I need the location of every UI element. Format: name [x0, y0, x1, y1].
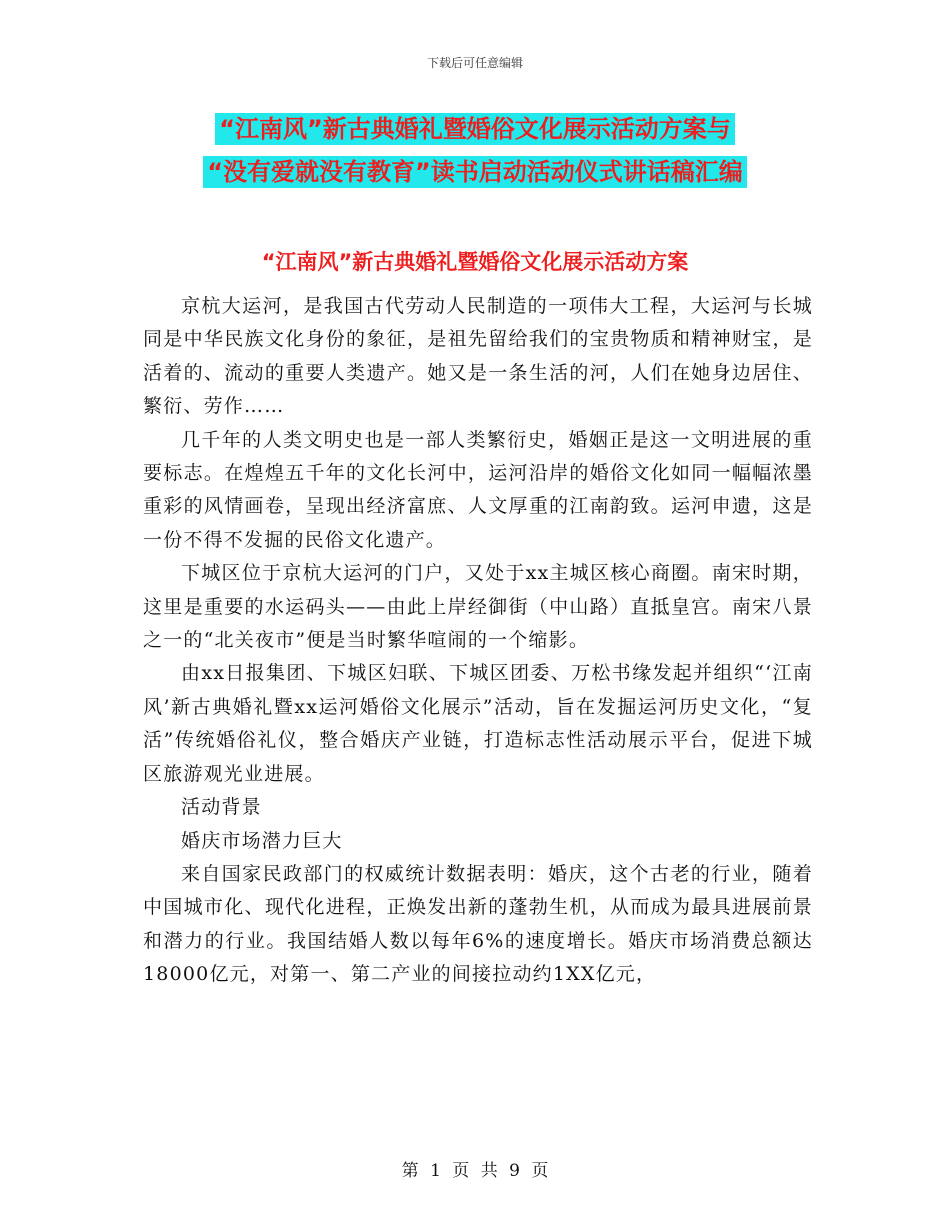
title-line-1-text: “江南风”新古典婚礼暨婚俗文化展示活动方案与	[215, 113, 735, 145]
title-line-2-text: “没有爱就没有教育”读书启动活动仪式讲话稿汇编	[203, 156, 747, 188]
subheading-activity-background: 活动背景	[181, 796, 262, 819]
subheading-market-potential: 婚庆市场潜力巨大	[181, 829, 343, 852]
document-title-line-1	[0, 110, 950, 148]
paragraph: 几千年的人类文明史也是一部人类繁衍史，婚姻正是这一文明进展的重要标志。在煌煌五千年的文化长河中，运河沿岸的婚俗文化如同一幅幅浓墨重彩的风情画卷，呈现出经济富庶、人文厚重的江南韵致。运河申遗，这是一份不得不发掘的民俗文化遗产。	[143, 428, 813, 551]
paragraph: 来自国家民政部门的权威统计数据表明：婚庆，这个古老的行业，随着中国城市化、现代化进程，正焕发出新的蓬勃生机，从而成为最具进展前景和潜力的行业。我国结婚人数以每年6%的速度增长。婚庆市场消费总额达18000亿元，对第一、第二产业的间接拉动约1XX亿元，	[143, 862, 813, 986]
paragraph: 由xx日报集团、下城区妇联、下城区团委、万松书缘发起并组织“‘江南风’新古典婚礼暨xx运河婚俗文化展示”活动，旨在发掘运河历史文化，“复活”传统婚俗礼仪，整合婚庆产业链，打造标志性活动展示平台，促进下城区旅游观光业进展。	[143, 662, 813, 785]
document-title-line-2	[0, 153, 950, 191]
section-title: “江南风”新古典婚礼暨婚俗文化展示活动方案	[261, 250, 689, 274]
page-footer: 第 1 页 共 9 页	[401, 1161, 549, 1181]
paragraph: 京杭大运河，是我国古代劳动人民制造的一项伟大工程，大运河与长城同是中华民族文化身份的象征，是祖先留给我们的宝贵物质和精神财宝，是活着的、流动的重要人类遗产。她又是一条生活的河，人们在她身边居住、繁衍、劳作……	[143, 295, 813, 418]
paragraph: 下城区位于京杭大运河的门户，又处于xx主城区核心商圈。南宋时期，这里是重要的水运码头——由此上岸经御街（中山路）直抵皇宫。南宋八景之一的“北关夜市”便是当时繁华喧闹的一个缩影。	[143, 562, 813, 652]
body-text	[143, 290, 813, 992]
header-note: 下载后可任意编辑	[426, 56, 523, 70]
